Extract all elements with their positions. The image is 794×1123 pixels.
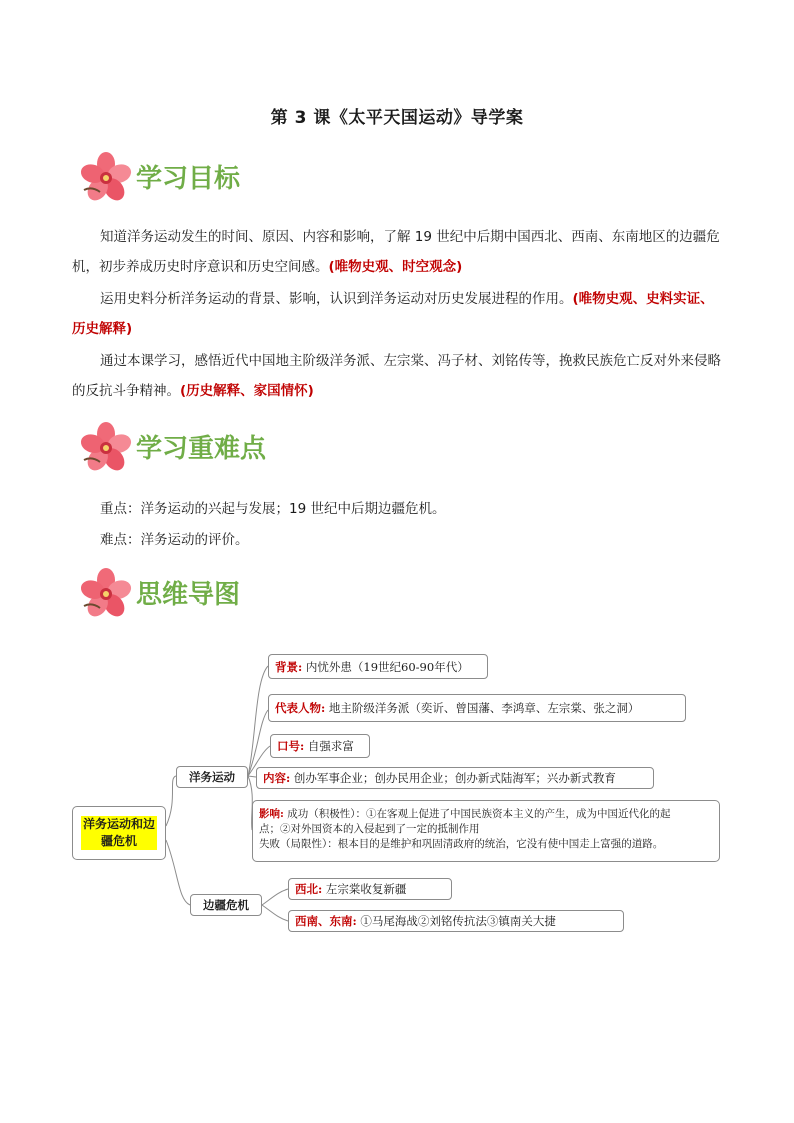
section-title-goals: 学习目标 <box>136 164 241 194</box>
node-content <box>256 767 654 789</box>
node-impact-line2: 点；②对外国资本的入侵起到了一定的抵制作用 <box>259 823 480 835</box>
node-impact-line3: 失败（局限性）：根本目的是维护和巩固清政府的统治，它没有使中国走上富强的道路。 <box>259 838 664 850</box>
goal-text-3: 通过本课学习，感悟近代中国地主阶级洋务派、左宗棠、冯子材、刘铭传等，挽救民族危亡反对外来侵略的反抗斗争精神。 <box>72 353 721 399</box>
node-northwest-text: 左宗棠收复新疆 <box>325 882 407 896</box>
node-slogan-text: 自强求富 <box>307 739 354 753</box>
node-background-text: 内忧外患（19世纪60-90年代） <box>305 659 469 674</box>
section-title-keys: 学习重难点 <box>136 434 267 464</box>
node-southwest-southeast-label: 西南、东南: <box>295 914 357 928</box>
goal-tag-3: (历史解释、家国情怀) <box>180 383 314 399</box>
node-representatives <box>268 694 686 722</box>
node-northwest-label: 西北: <box>295 882 323 896</box>
page-title: 第 3 课《太平天国运动》导学案 <box>270 108 524 128</box>
branch-frontier-label: 边疆危机 <box>203 898 249 912</box>
node-slogan-label: 口号: <box>277 739 305 753</box>
node-content-text: 创办军事企业；创办民用企业；创办新式陆海军；兴办新式教育 <box>293 771 616 785</box>
node-background-label: 背景: <box>275 659 303 674</box>
mindmap-branch-frontier <box>190 894 262 916</box>
branch-westernization-label: 洋务运动 <box>189 770 235 784</box>
node-southwest-southeast <box>288 910 624 932</box>
section-title-mindmap: 思维导图 <box>136 580 241 610</box>
goal-tag-1: (唯物史观、时空观念) <box>328 259 463 275</box>
mindmap-root-label: 洋务运动和边疆危机 <box>82 817 155 848</box>
node-impact-label: 影响: <box>259 808 284 820</box>
goal-text-2: 运用史料分析洋务运动的背景、影响，认识到洋务运动对历史发展进程的作用。 <box>100 291 573 307</box>
node-slogan <box>270 734 370 758</box>
node-representatives-label: 代表人物: <box>275 701 326 715</box>
goal-text-1: 知道洋务运动发生的时间、原因、内容和影响，了解 19 世纪中后期中国西北、西南、东南地区的边疆危机，初步养成历史时序意识和历史空间感。 <box>72 229 720 275</box>
node-content-label: 内容: <box>263 771 291 785</box>
node-southwest-southeast-text: ①马尾海战②刘铭传抗法③镇南关大捷 <box>360 914 556 928</box>
key-focus: 重点：洋务运动的兴起与发展；19 世纪中后期边疆危机。 <box>100 501 446 517</box>
node-representatives-text: 地主阶级洋务派（奕䜣、曾国藩、李鸿章、左宗棠、张之洞） <box>328 701 640 715</box>
mindmap-root <box>72 806 166 860</box>
key-difficulty: 难点：洋务运动的评价。 <box>100 532 249 548</box>
mindmap-branch-westernization <box>176 766 248 788</box>
node-impact-line1: 成功（积极性）：①在客观上促进了中国民族资本主义的产生，成为中国近代化的起 <box>287 808 671 820</box>
node-background <box>268 654 488 679</box>
node-impact <box>252 800 720 862</box>
goal-tag-2: (唯物史观、史料实证、历史解释) <box>72 291 714 337</box>
node-northwest <box>288 878 452 900</box>
